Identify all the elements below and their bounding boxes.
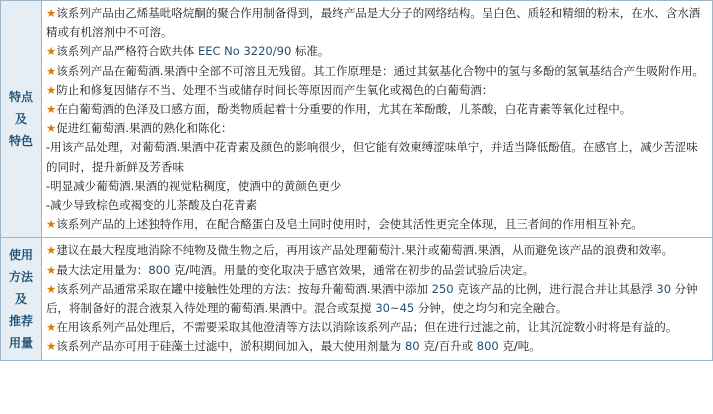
item-text: 分钟，使之均匀和完全融合。	[414, 301, 568, 316]
section-label-line: 使用	[8, 248, 33, 263]
item-text: 该系列产品通常采取在罐中接触性处理的方法：按每升葡萄酒.果酒中添加	[56, 281, 432, 296]
item-text: -明显减少葡萄酒.果酒的视觉粘稠度，使酒中的黄颜色更少	[46, 178, 342, 193]
item-text: 建议在最大程度地消除不纯物及微生物之后，再用该产品处理葡萄汁.果汁或葡萄酒.果酒，从而避免该产品的浪费和效率。	[56, 243, 674, 258]
value-number: 250	[431, 281, 454, 296]
list-item	[46, 215, 706, 234]
star-icon: ★	[46, 82, 57, 97]
star-icon: ★	[46, 121, 57, 136]
star-icon: ★	[46, 63, 57, 78]
section-label-line: 推荐	[8, 314, 33, 329]
item-text: 该系列产品亦可用于硅藻土过滤中，淤积期间加入，最大使用剂量为	[56, 339, 405, 354]
item-text: 在白葡萄酒的色泽及口感方面，酚类物质起着十分重要的作用，尤其在苯酚酸，儿茶酸，白花青素等氧化过程中。	[56, 102, 632, 117]
item-text: 克/吨。	[498, 339, 541, 354]
star-icon: ★	[46, 102, 57, 117]
star-icon: ★	[46, 217, 57, 232]
star-icon: ★	[46, 320, 57, 335]
star-icon: ★	[46, 281, 57, 296]
section-label-line: 及	[14, 292, 27, 307]
item-text: -用该产品处理，对葡萄酒.果酒中花青素及颜色的影响很少，但它能有效柬缚涩味单宁，并适当降低酚值。在感官上，减少苦涩味的同时，提升新鲜及芳香味	[46, 140, 698, 174]
section-label-line: 方法	[8, 270, 33, 285]
item-text: 克该产品的比例，进行混合并让其悬浮	[453, 281, 657, 296]
star-icon: ★	[46, 339, 57, 354]
item-text: 在用该系列产品处理后，不需要采取其他澄清等方法以消除该系列产品；但在进行过滤之前，让其沉淀数小时将是有益的。	[56, 320, 678, 335]
list-item	[46, 62, 706, 81]
item-text: 该系列产品由乙烯基吡咯烷酮的聚合作用制备得到，最终产品是大分子的网络结构。呈白色、质轻和精细的粉末，在水、含水酒精或有机溶剂中不可溶。	[46, 6, 701, 40]
section-row-usage	[1, 238, 713, 360]
section-label-usage	[1, 238, 42, 360]
item-text: 克/百升或	[419, 339, 477, 354]
value-number: 80	[404, 339, 420, 354]
list-item	[46, 119, 706, 138]
star-icon: ★	[46, 262, 57, 277]
section-row-features	[1, 1, 713, 238]
item-text: 该系列产品的上述独特作用，在配合酪蛋白及皂土同时使用时，会使其活性更完全体现，且三者间的作用相互补充。	[56, 217, 643, 232]
star-icon: ★	[46, 243, 57, 258]
spec-table-body	[1, 1, 713, 361]
item-text: 分钟后，将制备好的混合液泵入待处理的葡萄酒.果酒中。混合或泵搅	[46, 281, 698, 316]
value-number: 800	[476, 339, 499, 354]
section-label-line: 及	[14, 112, 27, 127]
section-label-line: 用量	[8, 336, 33, 351]
value-number: 30~45	[375, 301, 415, 316]
section-label-line: 特点	[8, 90, 33, 105]
item-text: 该系列产品严格符合欧共体	[56, 44, 198, 59]
section-content-usage	[42, 238, 713, 360]
star-icon: ★	[46, 44, 57, 59]
value-number: 800	[148, 262, 171, 277]
item-text: 防止和修复因储存不当、处理不当或储存时间长等原因而产生氧化或褐色的白葡萄酒：	[56, 82, 494, 97]
section-content-features	[42, 1, 713, 238]
list-item	[46, 138, 706, 176]
value-number: 30	[656, 281, 672, 296]
list-item	[46, 42, 706, 61]
list-item	[46, 81, 706, 100]
list-item	[46, 337, 706, 356]
list-item	[46, 318, 706, 337]
list-item	[46, 177, 706, 196]
list-item	[46, 261, 706, 280]
section-label-features	[1, 1, 42, 238]
item-text: 最大法定用量为：	[56, 262, 149, 277]
item-text: 标准。	[291, 44, 330, 59]
list-item	[46, 280, 706, 318]
list-item	[46, 196, 706, 215]
section-label-line: 特色	[8, 134, 33, 149]
item-text: -减少导致棕色或褐变的儿茶酸及白花青素	[46, 198, 258, 213]
item-text: 克/吨酒。用量的变化取决于感官效果，通常在初步的品尝试验后决定。	[170, 262, 535, 277]
list-item	[46, 100, 706, 119]
value-number: EEC No 3220/90	[197, 44, 292, 59]
item-text: 该系列产品在葡萄酒.果酒中全部不可溶且无残留。其工作原理是：通过其氨基化合物中的氢与多酚的氢氧基结合产生吸附作用。	[56, 63, 704, 78]
list-item	[46, 241, 706, 260]
star-icon: ★	[46, 6, 57, 20]
list-item	[46, 4, 706, 42]
item-text: 促进红葡萄酒.果酒的熟化和陈化：	[56, 121, 233, 136]
